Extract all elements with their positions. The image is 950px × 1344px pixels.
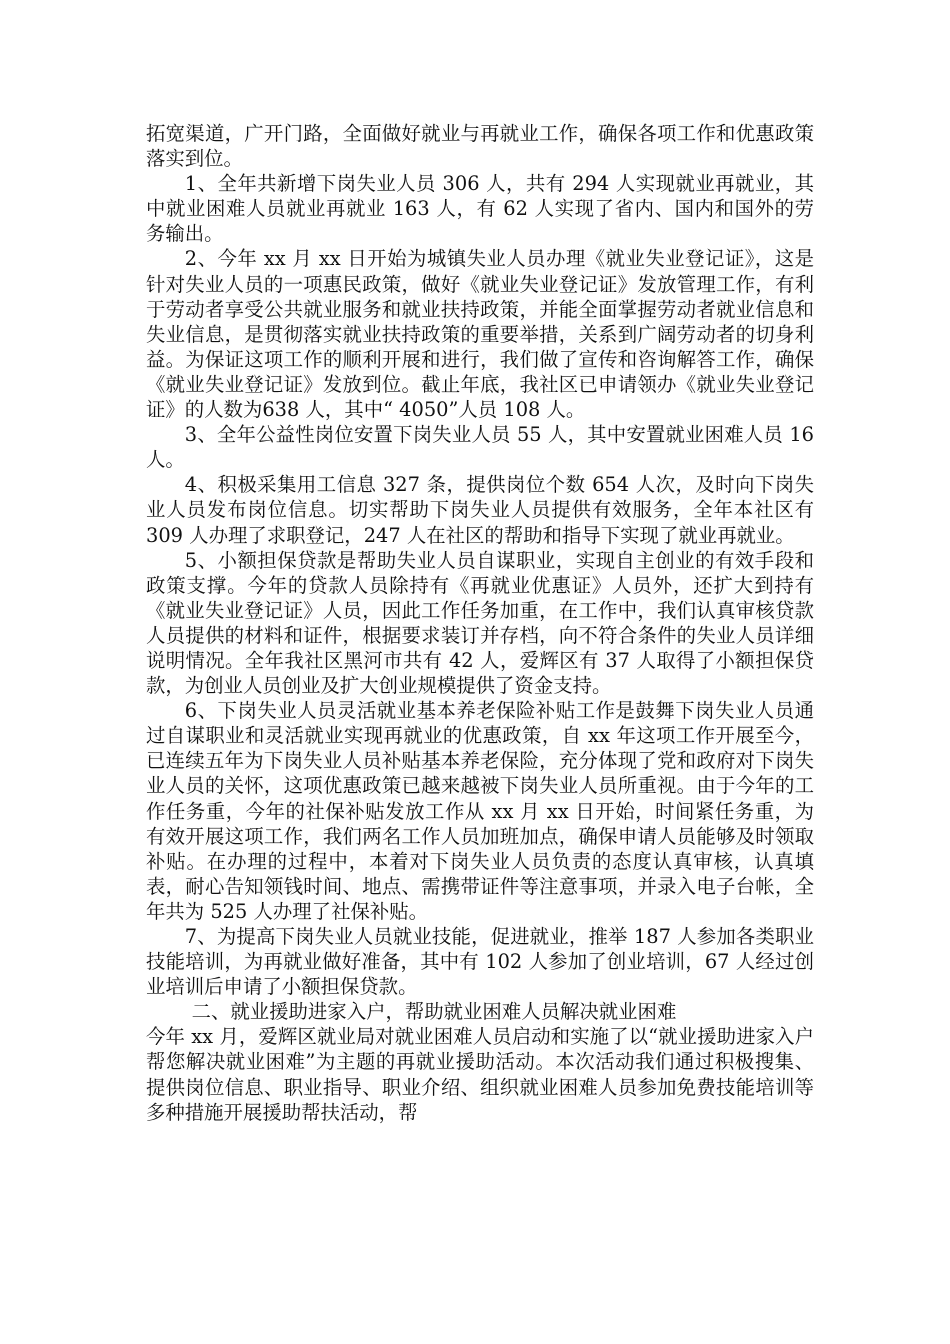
list-item-4: 4、积极采集用工信息 327 条，提供岗位个数 654 人次，及时向下岗失业人员发布岗位信息。切实帮助下岗失业人员提供有效服务，全年本社区有 309 人办理了求职登记，247 人在社区的帮助和指导下实现了就业再就业。 — [146, 473, 814, 547]
list-item-6: 6、下岗失业人员灵活就业基本养老保险补贴工作是鼓舞下岗失业人员通过自谋职业和灵活就业实现再就业的优惠政策，自 xx 年这项工作开展至今，已连续五年为下岗失业人员补贴基本养老保险，充分体现了党和政府对下岗失业人员的关怀，这项优惠政策已越来越被下岗失业人员所重视。由于今年的工作任务重，今年的社保补贴发放工作从 xx 月 xx 日开始，时间紧任务重，为有效开展这项工作，我们两名工作人员加班加点，确保申请人员能够及时领取补贴。在办理的过程中，本着对下岗失业人员负责的态度认真审核，认真填表，耐心告知领钱时间、地点、需携带证件等注意事项，并录入电子台帐，全年共为 525 人办理了社保补贴。 — [146, 699, 814, 923]
document-page — [146, 121, 814, 1125]
list-item-2: 2、今年 xx 月 xx 日开始为城镇失业人员办理《就业失业登记证》，这是针对失业人员的一项惠民政策，做好《就业失业登记证》发放管理工作，有利于劳动者享受公共就业服务和就业扶持政策，并能全面掌握劳动者就业信息和失业信息，是贯彻落实就业扶持政策的重要举措，关系到广阔劳动者的切身利益。为保证这项工作的顺利开展和进行，我们做了宣传和咨询解答工作，确保《就业失业登记证》发放到位。截止年底，我社区已申请领办《就业失业登记证》的人数为638 人，其中“ 4050”人员 108 人。 — [146, 247, 814, 422]
body-paragraph-intro: 拓宽渠道，广开门路，全面做好就业与再就业工作，确保各项工作和优惠政策落实到位。 — [146, 122, 814, 171]
list-item-1: 1、全年共新增下岗失业人员 306 人，共有 294 人实现就业再就业，其中就业困难人员就业再就业 163 人，有 62 人实现了省内、国内和国外的劳务输出。 — [146, 172, 814, 246]
list-item-7: 7、为提高下岗失业人员就业技能，促进就业，推举 187 人参加各类职业技能培训，为再就业做好准备，其中有 102 人参加了创业培训，67 人经过创业培训后申请了小额担保贷款。 — [146, 925, 814, 999]
list-item-5: 5、小额担保贷款是帮助失业人员自谋职业，实现自主创业的有效手段和政策支撑。今年的贷款人员除持有《再就业优惠证》人员外，还扩大到持有《就业失业登记证》人员，因此工作任务加重，在工作中，我们认真审核贷款人员提供的材料和证件，根据要求装订并存档，向不符合条件的失业人员详细说明情况。全年我社区黑河市共有 42 人，爱辉区有 37 人取得了小额担保贷款，为创业人员创业及扩大创业规模提供了资金支持。 — [146, 548, 814, 698]
list-item-3: 3、全年公益性岗位安置下岗失业人员 55 人，其中安置就业困难人员 16 人。 — [146, 423, 814, 472]
section-heading-2: 二、就业援助进家入户，帮助就业困难人员解决就业困难 — [191, 1000, 677, 1024]
body-paragraph-section-2: 今年 xx 月，爱辉区就业局对就业困难人员启动和实施了以“就业援助进家入户 帮您解决就业困难”为主题的再就业援助活动。本次活动我们通过积极搜集、提供岗位信息、职业指导、职业介绍、组织就业困难人员参加免费技能培训等多种措施开展援助帮扶活动，帮 — [146, 1025, 814, 1124]
